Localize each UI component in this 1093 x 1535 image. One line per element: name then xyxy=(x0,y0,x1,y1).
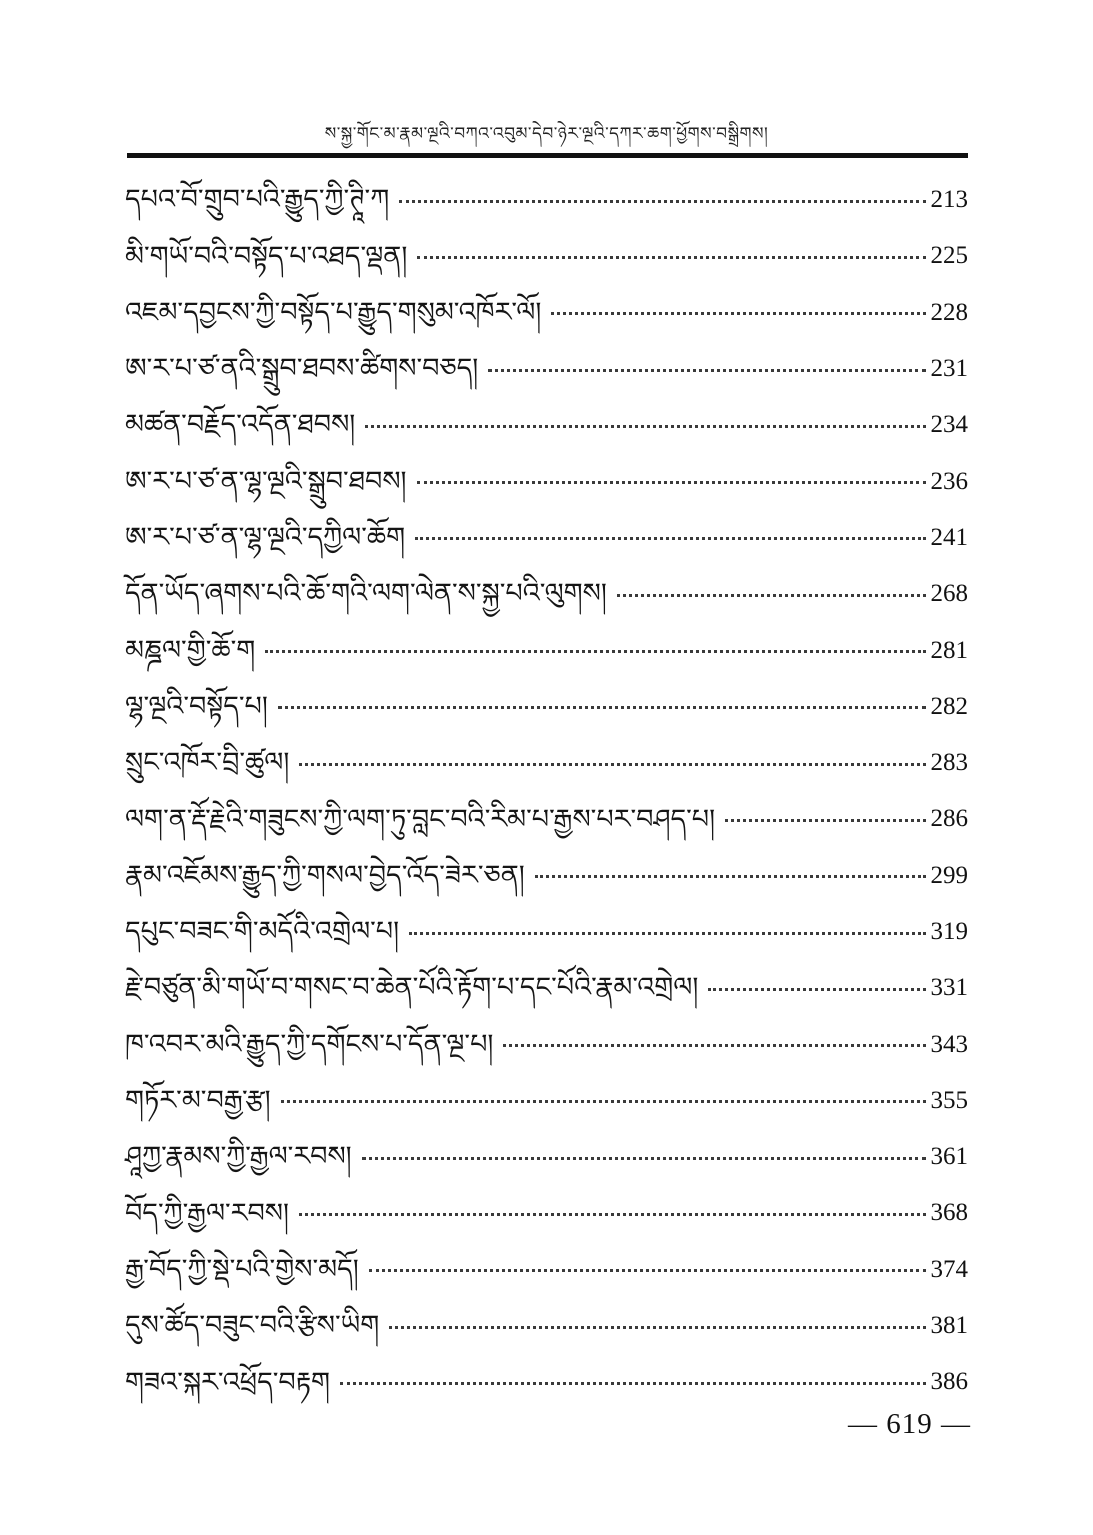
toc-row xyxy=(125,1185,968,1241)
toc-entry-title: ཨ་ར་པ་ཙ་ན་ལྷ་ལྔའི་དཀྱིལ་ཆོག xyxy=(125,522,406,554)
toc-row xyxy=(125,566,968,622)
dotted-leader xyxy=(362,1157,926,1160)
dotted-leader xyxy=(535,875,926,878)
dotted-leader xyxy=(725,819,925,822)
toc-entry-title: མི་གཡོ་བའི་བསྟོད་པ་འཐད་ལྡན། xyxy=(125,240,408,272)
dotted-leader xyxy=(503,1044,925,1047)
toc-entry-page-number: 368 xyxy=(930,1199,968,1227)
toc-entry-page-number: 236 xyxy=(930,467,968,495)
toc-entry-page-number: 268 xyxy=(930,580,968,608)
toc-entry-page-number: 299 xyxy=(930,861,968,889)
toc-entry-page-number: 241 xyxy=(930,523,968,551)
toc-entry-page-number: 231 xyxy=(930,355,968,383)
dotted-leader xyxy=(415,537,925,540)
toc-row xyxy=(125,1242,968,1298)
toc-entry-title: རྒྱ་བོད་ཀྱི་སྡེ་པའི་གྱེས་མདོ། xyxy=(125,1253,359,1285)
toc-entry-page-number: 228 xyxy=(930,298,968,326)
toc-row xyxy=(125,228,968,284)
toc-row xyxy=(125,397,968,453)
dotted-leader xyxy=(417,256,925,259)
toc-entry-page-number: 234 xyxy=(930,411,968,439)
toc-entry-title: རྣམ་འཇོམས་རྒྱུད་ཀྱི་གསལ་བྱེད་འོད་ཟེར་ཅན། xyxy=(125,859,525,891)
toc-entry-page-number: 319 xyxy=(930,918,968,945)
toc-entry-title: ཨ་ར་པ་ཙ་ན་ལྷ་ལྔའི་སྒྲུབ་ཐབས། xyxy=(125,465,407,497)
toc-entry-title: དཔུང་བཟང་གི་མདོའི་འགྲེལ་པ། xyxy=(125,916,400,948)
toc-entry-page-number: 282 xyxy=(930,692,968,720)
dotted-leader xyxy=(617,594,926,597)
toc-row xyxy=(125,848,968,904)
toc-entry-title: སྲུང་འཁོར་བྲི་ཚུལ། xyxy=(125,747,290,779)
toc-entry-title: ལྷ་ལྔའི་བསྟོད་པ། xyxy=(125,690,268,722)
toc-row xyxy=(125,791,968,847)
dotted-leader xyxy=(417,481,926,484)
toc-entry-title: མཎྜལ་གྱི་ཆོ་ག xyxy=(125,634,256,666)
toc-entry-page-number: 374 xyxy=(930,1255,968,1283)
toc-entry-title: མཚན་བརྗོད་འདོན་ཐབས། xyxy=(125,409,356,441)
toc-entry-title: ཁ་འབར་མའི་རྒྱུད་ཀྱི་དགོངས་པ་དོན་ལྔ་པ། xyxy=(125,1028,494,1060)
toc-row xyxy=(125,622,968,678)
toc-row xyxy=(125,341,968,397)
toc-row xyxy=(125,172,968,228)
dotted-leader xyxy=(369,1269,926,1272)
toc-row xyxy=(125,1073,968,1129)
toc-entry-page-number: 225 xyxy=(930,242,968,270)
toc-entry-page-number: 331 xyxy=(930,974,968,1002)
toc-row xyxy=(125,735,968,791)
dotted-leader xyxy=(488,369,925,372)
toc-entry-title: བོད་ཀྱི་རྒྱལ་རབས། xyxy=(125,1197,290,1229)
folio-page-number: — 619 — xyxy=(848,1408,971,1440)
toc-entry-page-number: 283 xyxy=(930,749,968,777)
toc-row xyxy=(125,453,968,509)
dotted-leader xyxy=(299,1213,925,1216)
dotted-leader xyxy=(399,200,925,203)
dotted-leader xyxy=(340,1382,925,1385)
toc-entry-title: ལག་ན་རྡོ་རྗེའི་གཟུངས་ཀྱི་ལག་ཏུ་བླང་བའི་རིམ་པ་རྒྱས་པར་བཤད་པ། xyxy=(125,803,716,835)
toc-row xyxy=(125,679,968,735)
toc-entry-title: དོན་ཡོད་ཞགས་པའི་ཆོ་གའི་ལག་ལེན་ས་སྐྱ་པའི་ལུགས། xyxy=(125,578,607,610)
dotted-leader xyxy=(281,1100,926,1103)
table-of-contents xyxy=(125,172,968,1411)
toc-row xyxy=(125,1298,968,1354)
dotted-leader xyxy=(265,650,925,653)
toc-entry-title: གཟའ་སྐར་འཕྲོད་བརྟག xyxy=(125,1366,331,1398)
dotted-leader xyxy=(365,425,925,428)
toc-entry-page-number: 343 xyxy=(930,1030,968,1058)
toc-entry-page-number: 286 xyxy=(930,805,968,833)
toc-entry-page-number: 386 xyxy=(930,1368,968,1396)
dotted-leader xyxy=(299,763,925,766)
toc-entry-title: ཤཱཀྱ་རྣམས་ཀྱི་རྒྱལ་རབས། xyxy=(125,1141,352,1173)
toc-row xyxy=(125,1016,968,1072)
dotted-leader xyxy=(551,312,925,315)
header-rule xyxy=(127,153,968,158)
toc-entry-page-number: 361 xyxy=(930,1143,968,1171)
toc-entry-page-number: 355 xyxy=(930,1086,968,1114)
toc-entry-page-number: 381 xyxy=(930,1312,968,1340)
toc-row xyxy=(125,1129,968,1185)
toc-entry-title: འཇམ་དབྱངས་ཀྱི་བསྟོད་པ་རྒྱུད་གསུམ་འཁོར་ལོ། xyxy=(125,296,542,328)
toc-entry-title: རྗེ་བཙུན་མི་གཡོ་བ་གསང་བ་ཆེན་པོའི་རྟོག་པ་དང་པོའི་རྣམ་འགྲེལ། xyxy=(125,972,699,1004)
toc-row xyxy=(125,285,968,341)
dotted-leader xyxy=(409,932,925,935)
toc-entry-title: ཨ་ར་པ་ཙ་ནའི་སྒྲུབ་ཐབས་ཚིགས་བཅད། xyxy=(125,353,479,385)
toc-entry-title: གཏོར་མ་བརྒྱ་རྩ། xyxy=(125,1085,271,1117)
toc-entry-title: དུས་ཚོད་བཟུང་བའི་རྩིས་ཡིག xyxy=(125,1310,380,1342)
dotted-leader xyxy=(708,988,925,991)
toc-row xyxy=(125,960,968,1016)
toc-row xyxy=(125,510,968,566)
toc-entry-page-number: 213 xyxy=(930,186,968,214)
toc-row xyxy=(125,904,968,960)
toc-row xyxy=(125,1354,968,1410)
page-header-title: ས་སྐྱ་གོང་མ་རྣམ་ལྔའི་བཀའ་འབུམ་དེབ་ཉེར་ལྔའི་དཀར་ཆག་ཕྱོགས་བསྒྲིགས། xyxy=(324,124,769,144)
dotted-leader xyxy=(389,1326,925,1329)
toc-entry-page-number: 281 xyxy=(930,636,968,664)
toc-entry-title: དཔའ་བོ་གྲུབ་པའི་རྒྱུད་ཀྱི་ཊཱི་ཀ xyxy=(125,184,390,216)
dotted-leader xyxy=(278,706,926,709)
